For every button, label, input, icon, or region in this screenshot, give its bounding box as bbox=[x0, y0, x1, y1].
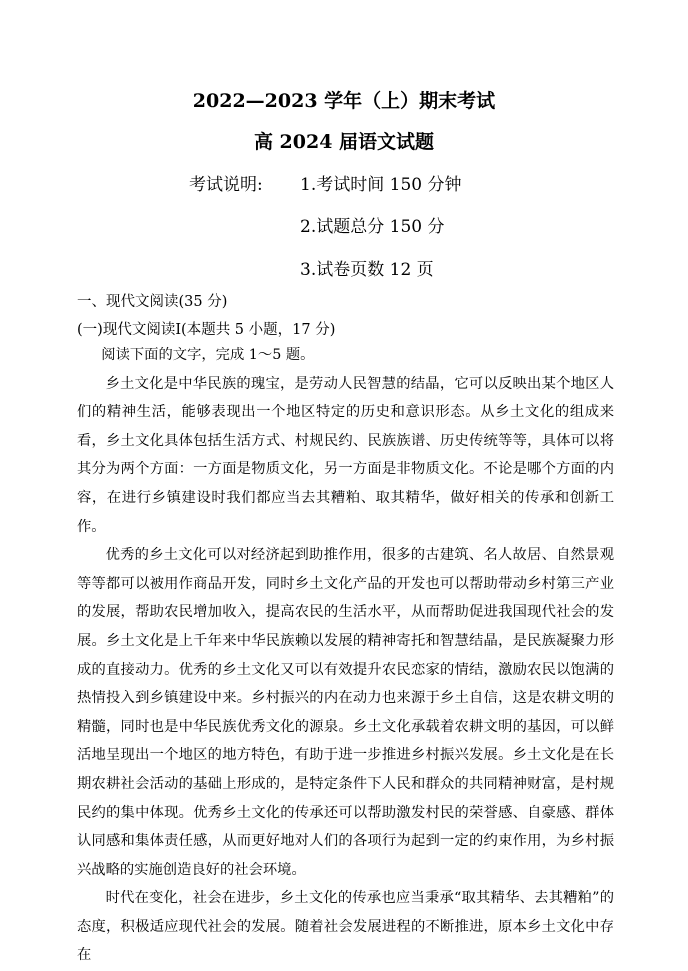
reading-instruction: 阅读下面的文字，完成 1～5 题。 bbox=[101, 347, 315, 363]
exam-note-page-count: 3.试卷页数 12 页 bbox=[300, 260, 434, 280]
section-heading: 一、现代文阅读(35 分) bbox=[77, 294, 228, 310]
exam-note-duration: 1.考试时间 150 分钟 bbox=[300, 175, 462, 195]
exam-subtitle: 高 2024 届语文试题 bbox=[253, 131, 435, 153]
reading-passage bbox=[77, 341, 614, 970]
passage-paragraph-3: 时代在变化，社会在进步，乡土文化的传承也应当秉承“取其精华、去其糟粕”的态度，积极适应现代社会的发展。随着社会发展进程的不断推进，原本乡土文化中存在 bbox=[77, 890, 614, 964]
passage-paragraph-1: 乡土文化是中华民族的瑰宝，是劳动人民智慧的结晶，它可以反映出某个地区人们的精神生活，能够表现出一个地区特定的历史和意识形态。从乡土文化的组成来看，乡土文化具体包括生活方式、村规民约、民族族谱、历史传统等等，具体可以将其分为两个方面：一方面是物质文化，另一方面是非物质文化。不论是哪个方面的内容，在进行乡镇建设时我们都应当去其糟粕、取其精华，做好相关的传承和创新工作。 bbox=[77, 375, 614, 535]
exam-notes-label: 考试说明: bbox=[189, 175, 263, 195]
exam-title: 2022—2023 学年（上）期末考试 bbox=[192, 90, 496, 112]
section-subheading: (一)现代文阅读Ⅰ(本题共 5 小题，17 分) bbox=[77, 322, 336, 338]
passage-paragraph-2: 优秀的乡土文化可以对经济起到助推作用，很多的古建筑、名人故居、自然景观等等都可以被用作商品开发，同时乡土文化产品的开发也可以帮助带动乡村第三产业的发展，帮助农民增加收入，提高农民的生活水平，从而帮助促进我国现代社会的发展。乡土文化是上千年来中华民族赖以发展的精神寄托和智慧结晶，是民族凝聚力形成的直接动力。优秀的乡土文化又可以有效提升农民恋家的情结，激励农民以饱满的热情投入到乡镇建设中来。乡村振兴的内在动力也来源于乡土自信，这是农耕文明的精髓，同时也是中华民族优秀文化的源泉。乡土文化承载着农耕文明的基因，可以鲜活地呈现出一个地区的地方特色，有助于进一步推进乡村振兴发展。乡土文化是在长期农耕社会活动的基础上形成的，是特定条件下人民和群众的共同精神财富，是村规民约的集中体现。优秀乡土文化的传承还可以帮助激发村民的荣誉感、自豪感、群体认同感和集体责任感，从而更好地对人们的各项行为起到一定的约束作用，为乡村振兴战略的实施创造良好的社会环境。 bbox=[77, 547, 614, 878]
exam-note-total-score: 2.试题总分 150 分 bbox=[300, 217, 445, 237]
